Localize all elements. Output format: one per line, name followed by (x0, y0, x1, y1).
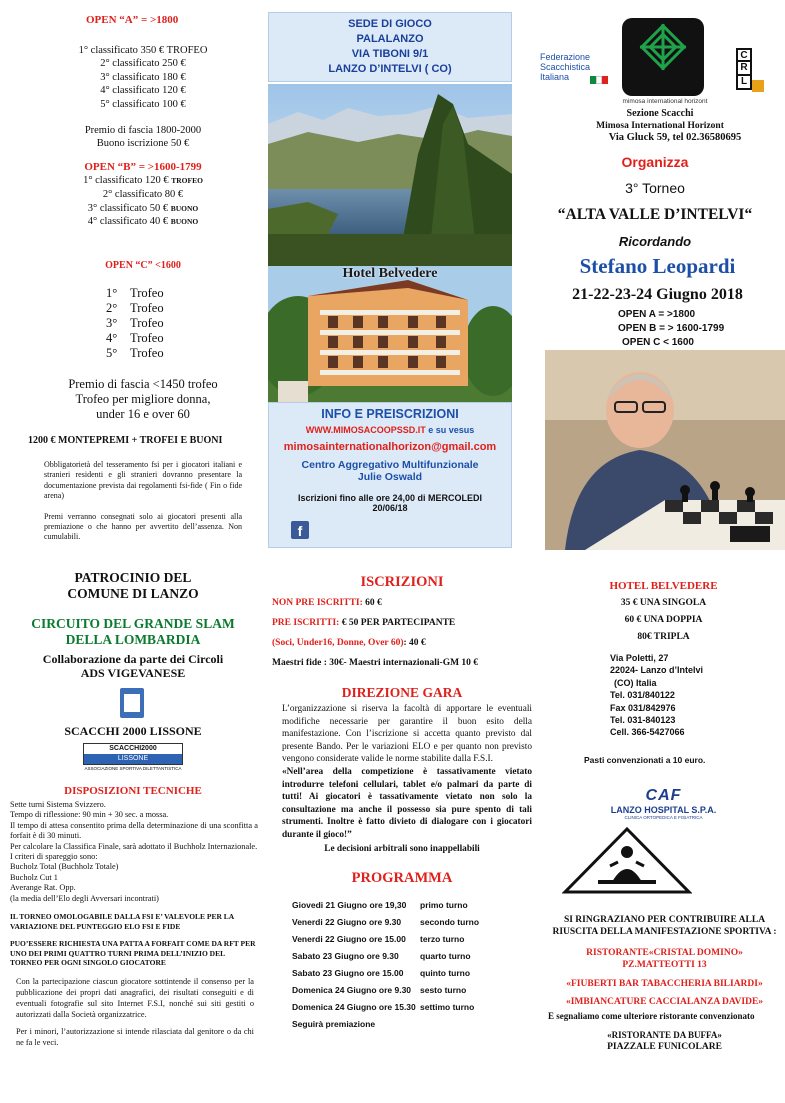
open-b-prize-1 (28, 174, 258, 188)
criteri-4: Averange Rat. Opp. (10, 883, 76, 893)
patrocinio-title (8, 570, 258, 602)
mimosa-small-label: mimosa international horizont (622, 98, 708, 105)
crl-letter-c: C (736, 48, 752, 62)
open-c-donna: Trofeo per migliore donna, (75, 392, 211, 407)
lanzo-hospital-name: LANZO HOSPITAL S.P.A. (610, 804, 717, 815)
open-c-trophy-3 (28, 316, 258, 331)
open-c-label-4: Trofeo (130, 331, 164, 346)
open-c-under: under 16 e over 60 (96, 407, 190, 422)
collab-line-1: Collaborazione da parte dei Circoli (42, 652, 224, 666)
open-a-prize-2: 2° classificato 250 € (100, 58, 186, 70)
sponsor-cristal-address: PZ.MATTEOTTI 13 (622, 960, 707, 971)
hotel-section (542, 580, 785, 896)
prog-day-7: Domenica 24 Giugno ore 15.30 (292, 1001, 416, 1012)
patrocinio-line-1: PATROCINIO DEL (74, 570, 192, 585)
info-box (268, 402, 512, 548)
open-c-fascia: Premio di fascia <1450 trofeo (68, 377, 218, 392)
cat-open-a: OPEN A = >1800 (618, 309, 696, 320)
price-singola: 35 € UNA SINGOLA (620, 598, 707, 608)
sede-line-2: PALALANZO (356, 33, 424, 45)
iscr-pre-label: PRE ISCRITTI: (272, 618, 340, 628)
open-b-title: OPEN “B” = >1600-1799 (84, 160, 202, 173)
prog-turn-3: terzo turno (420, 933, 465, 944)
prog-turn-4: quarto turno (420, 950, 471, 961)
sponsor-imbiancature: «IMBIANCATURE CACCIALANZA DAVIDE» (565, 997, 764, 1008)
crl-letter-r: R (736, 62, 752, 76)
price-tripla: 80€ TRIPLA (637, 632, 690, 642)
ristorante-buffa: «RISTORANTE DA BUFFA» (607, 1029, 722, 1040)
open-b-prize-1-tag: TROFEO (171, 176, 203, 186)
open-c-label-5: Trofeo (130, 346, 164, 361)
lissone-logo-line-1: SCACCHI2000 (109, 745, 157, 752)
circuito-line-2: DELLA LOMBARDIA (65, 632, 201, 647)
sede-line-4: LANZO D’INTELVI ( CO) (328, 63, 452, 75)
programma-row (292, 931, 532, 948)
prog-day-1: Giovedi 21 Giugno ore 19,30 (292, 899, 407, 910)
open-c-num-5: 5° (106, 346, 118, 361)
programma-row (292, 982, 532, 999)
arbitrali-note: Le decisioni arbitrali sono inappellabili (324, 843, 480, 854)
open-c-trophies (28, 286, 258, 361)
programma-list (272, 897, 532, 1033)
info-web-line (269, 425, 511, 435)
vigevanese-logo (120, 688, 144, 718)
disposizioni-body (8, 800, 258, 904)
sede-di-gioco-box (268, 12, 512, 82)
ricordando-label: Ricordando (618, 234, 692, 249)
open-c-trophy-4 (28, 331, 258, 346)
dispo-classifica: Per calcolare la Classifica Finale, sarà adottato il Buchholz Internazionale. (10, 841, 258, 851)
iscrizioni-title: ISCRIZIONI (360, 574, 444, 590)
open-c-num-1: 1° (106, 286, 118, 301)
tournament-name: “ALTA VALLE D’INTELVI“ (557, 206, 753, 223)
iscr-non-pre-label: NON PRE ISCRITTI: (272, 598, 363, 608)
ringraziamenti: SI RINGRAZIANO PER CONTRIBUIRE ALLA RIUSCITA DELLA MANIFESTAZIONE SPORTIVA : (552, 915, 777, 938)
vigevanese-logo-area (8, 680, 258, 722)
lissone-logo-line-2: LISSONE (84, 754, 182, 764)
prog-day-6: Domenica 24 Giugno ore 9.30 (292, 984, 412, 995)
prog-day-4: Sabato 23 Giugno ore 9.30 (292, 950, 399, 961)
addr-fax: Fax 031/842976 (610, 702, 676, 713)
crl-accent (752, 80, 764, 92)
vesus-text: e su vesus (428, 425, 475, 435)
hotel-belvedere-photo (268, 266, 512, 402)
circuito-title (8, 616, 258, 648)
montepremi: 1200 € MONTEPREMI + TROFEI E BUONI (28, 435, 223, 447)
open-a-prize-4: 4° classificato 120 € (100, 85, 186, 97)
open-b-prize-3-tag: BUONO (170, 203, 199, 213)
iscr-soci-value: : 40 € (403, 638, 426, 648)
deadline-date: 20/06/18 (372, 503, 408, 513)
addr-cell: Cell. 366-5427066 (610, 727, 685, 738)
iscr-non-pre (272, 593, 532, 613)
addr-line-2: 22024- Lanzo d’Intelvi (610, 665, 704, 676)
open-c-num-2: 2° (106, 301, 118, 316)
julie-text: Julie Oswald (357, 471, 423, 483)
programma-row (292, 999, 532, 1016)
criteri-2: Bucholz Total (Buchholz Totale) (10, 862, 119, 872)
prog-day-3: Venerdi 22 Giugno ore 15.00 (292, 933, 406, 944)
criteri-5: (la media dell’Elo degli Avversari incontrati) (10, 893, 159, 903)
addr-line-1: Via Poletti, 27 (610, 653, 669, 663)
pasti-note: Pasti convenzionati a 10 euro. (584, 754, 706, 765)
sponsor-section (544, 914, 785, 1054)
open-c-trophy-5 (28, 346, 258, 361)
programma-row (292, 897, 532, 914)
open-c-trophy-1 (28, 286, 258, 301)
tournament-dates: 21-22-23-24 Giugno 2018 (572, 286, 743, 303)
piazzale-funicolare: PIAZZALE FUNICOLARE (607, 1042, 722, 1053)
open-c-label-1: Trofeo (130, 286, 164, 301)
iscrizioni-body (272, 593, 532, 673)
open-a-buono: Buono iscrizione 50 € (96, 138, 190, 150)
website-link[interactable]: WWW.MIMOSACOOPSSD.IT (305, 425, 426, 435)
cat-open-c: OPEN C < 1600 (622, 337, 694, 348)
email-link[interactable]: mimosainternationalhorizon@gmail.com (283, 441, 497, 453)
programma-row (292, 914, 532, 931)
open-b-prize-4-text: 4° classificato 40 € (87, 216, 169, 228)
direzione-text: L’organizzazione si riserva la facoltà di apportare le eventuali modifiche necessarie per garantire il buon esito della manifestazione. Con l’iscrizione si accetta quanto previsto dal presente Bando. Per le variazioni ELO e per quanto non previsto vengono considerate valide le norme stabilite dalla F.S.I. (282, 704, 532, 765)
collab-line-2: ADS VIGEVANESE (80, 666, 186, 680)
collaborazione (8, 652, 258, 680)
fsi-logo-line-2: Scacchistica (540, 62, 591, 72)
open-categories (618, 308, 778, 350)
facebook-icon[interactable]: f (291, 521, 309, 539)
privacy-note: Con la partecipazione ciascun giocatore sottintende il consenso per la pubblicazione dei propri dati anagrafici, dei risultati conseguiti e di eventuali fotografie sul sito Internet F.S.I, nonché sui siti gestiti o autorizzati dalla Società organizzatrice. (16, 977, 254, 1020)
flag-red (602, 76, 608, 84)
cat-open-b: OPEN B = > 1600-1799 (618, 323, 725, 334)
iscrizioni-section (272, 574, 532, 1033)
programma-title: PROGRAMMA (351, 869, 453, 886)
open-b-prize-3-text: 3° classificato 50 € (87, 202, 169, 214)
omologabile-note: IL TORNEO OMOLOGABILE DALLA FSI E’ VALEVOLE PER LA VARIAZIONE DEL PUNTEGGIO ELO FSI E FIDE (10, 912, 234, 931)
prize-section (28, 14, 258, 543)
fsi-logo-line-3: Italiana (540, 72, 570, 82)
iscr-soci (272, 633, 532, 653)
iscr-soci-label: (Soci, Under16, Donne, Over 60) (272, 638, 404, 648)
mimosa-name: Mimosa International Horizont (596, 121, 724, 131)
sezione-scacchi: Sezione Scacchi (626, 108, 694, 119)
patta-note: PUO’ESSERE RICHIESTA UNA PATTA A FORFAIT COME DA RFT PER UNO DEI PRIMI QUATTRO TURNI PRIMA DELL’INIZIO DEL TORNEO PER OGNI SINGOLO GIOCATORE (10, 939, 256, 968)
organizza-label: Organizza (621, 154, 689, 170)
price-doppia: 60 € UNA DOPPIA (624, 615, 703, 625)
iscrizioni-deadline: Iscrizioni fino alle ore 24,00 di MERCOLEDI (297, 493, 483, 503)
premiazione: Seguirà premiazione (292, 1018, 376, 1029)
direzione-title: DIREZIONE GARA (341, 685, 463, 700)
dispo-attesa: Il tempo di attesa consentito prima della determinazione di una sconfitta a forfait è di 30 minuti. (10, 820, 258, 841)
lanzo-hospital-logo (542, 787, 785, 820)
lake-photo (268, 84, 512, 266)
prog-turn-5: quinto turno (420, 967, 471, 978)
open-c-num-3: 3° (106, 316, 118, 331)
programma-row (292, 948, 532, 965)
iscr-pre-value: € 50 PER PARTECIPANTE (341, 618, 456, 628)
open-c-label-2: Trofeo (130, 301, 164, 316)
dispo-line-2: Tempo di riflessione: 90 min + 30 sec. a mossa. (10, 810, 169, 820)
prog-day-5: Sabato 23 Giugno ore 15.00 (292, 967, 404, 978)
iscr-non-pre-value: 60 € (365, 598, 382, 608)
caf-logo-text: CAF (645, 786, 682, 804)
fsi-logo (540, 52, 610, 82)
open-a-prize-1: 1° classificato 350 € TROFEO (78, 44, 208, 56)
dispo-line-1: Sette turni Sistema Svizzero. (10, 800, 106, 809)
patrocinio-line-2: COMUNE DI LANZO (67, 586, 199, 601)
fsi-logo-line-1: Federazione (540, 52, 591, 62)
crl-letter-l: L (736, 76, 752, 90)
hotel-prices (542, 595, 785, 646)
sede-line-1: SEDE DI GIOCO (348, 18, 432, 30)
open-c-num-4: 4° (106, 331, 118, 346)
iscr-pre (272, 613, 532, 633)
open-b-prize-2: 2° classificato 80 € (102, 188, 184, 200)
centro-text: Centro Aggregativo Multifunzionale (301, 459, 479, 471)
hotel-photo-label: Hotel Belvedere (342, 266, 438, 281)
open-b-prize-4-tag: BUONO (170, 217, 199, 227)
player-photo (545, 350, 785, 550)
programma-row (292, 965, 532, 982)
hotel-address (542, 652, 785, 739)
torneo-label: 3° Torneo (625, 180, 685, 196)
open-a-prize-5: 5° classificato 100 € (100, 98, 186, 110)
open-a-title: OPEN “A” = >1800 (86, 14, 179, 26)
note-premi: Premi verranno consegnati solo ai giocatori presenti alla premiazione o che hanno per avvertito dell’assenza. Non cumulabili. (44, 511, 242, 542)
open-b-prize-3 (28, 202, 258, 216)
mimosa-logo (622, 18, 704, 96)
open-c-trophy-2 (28, 301, 258, 316)
clinica-subtitle: CLINICA ORTOPEDICA E FISIATRICA (624, 814, 703, 820)
open-c-label-3: Trofeo (130, 316, 164, 331)
criteri-1: I criteri di spareggio sono: (10, 852, 98, 862)
open-a-fascia: Premio di fascia 1800-2000 (84, 124, 202, 136)
stefano-leopardi: Stefano Leopardi (579, 254, 736, 278)
addr-tel-1: Tel. 031/840122 (610, 690, 675, 701)
direzione-bold: «Nell’area della competizione è tassativamente vietato introdurre telefoni cellulari, tablet e/o palmari da parte di tutti! Ai giocatori è tassativamente vietato non solo la consultazione ma anche il possesso sia pure spento di tali strumenti. Inoltre è fatto divieto di dialogare con i giocatori durante il gioco!” (282, 766, 532, 840)
lissone-logo-subtitle: ASSOCIAZIONE SPORTIVA DILETTANTISTICA (84, 766, 182, 771)
address-phone: Via Gluck 59, tel 02.36580695 (608, 132, 742, 143)
addr-tel-2: Tel. 031-840123 (610, 715, 676, 726)
criteri-3: Bucholz Cut 1 (10, 872, 58, 882)
open-b-prize-1-text: 1° classificato 120 € (83, 175, 169, 187)
yoga-logo (562, 826, 692, 896)
prog-day-2: Venerdi 22 Giugno ore 9.30 (292, 916, 402, 927)
open-b-prize-4 (28, 215, 258, 229)
sede-line-3: VIA TIBONI 9/1 (351, 48, 429, 60)
prog-turn-7: settimo turno (420, 1001, 475, 1012)
patrocinio-section (8, 570, 258, 1048)
circuito-line-1: CIRCUITO DEL GRANDE SLAM (31, 616, 235, 631)
note-tesseramento: Obbligatorietà del tesseramento fsi per i giocatori italiani e stranieri residenti e gli stranieri dovranno presentare la documentazione prevista dai regolamenti fsi-fide ( Fin o fide arena) (44, 459, 242, 501)
sponsor-fiuberti: «FIUBERTI BAR TABACCHERIA BILIARDI» (566, 978, 763, 989)
addr-line-3: (CO) Italia (614, 677, 657, 688)
segnaliamo-note: E segnaliamo come ulteriore ristorante convenzionato (548, 1011, 755, 1022)
iscr-maestri: Maestri fide : 30€- Maestri internazionali-GM 10 € (272, 658, 479, 668)
info-title: INFO E PREISCRIZIONI (321, 407, 459, 421)
prog-turn-2: secondo turno (420, 916, 480, 927)
open-c-title: OPEN “C” <1600 (105, 259, 181, 271)
disposizioni-title: DISPOSIZIONI TECNICHE (64, 785, 202, 797)
prog-turn-6: sesto turno (420, 984, 467, 995)
open-a-prize-3: 3° classificato 180 € (100, 71, 186, 83)
hotel-title: HOTEL BELVEDERE (609, 580, 718, 592)
prog-turn-1: primo turno (420, 899, 468, 910)
minori-note: Per i minori, l’autorizzazione si intende rilasciata dal genitore o da chi ne fa le veci. (16, 1027, 254, 1048)
sponsor-cristal-domino: RISTORANTE«CRISTAL DOMINO» (586, 947, 743, 958)
sezione-block (560, 108, 760, 144)
lissone-label: SCACCHI 2000 LISSONE (64, 724, 202, 738)
lissone-logo (83, 743, 183, 765)
